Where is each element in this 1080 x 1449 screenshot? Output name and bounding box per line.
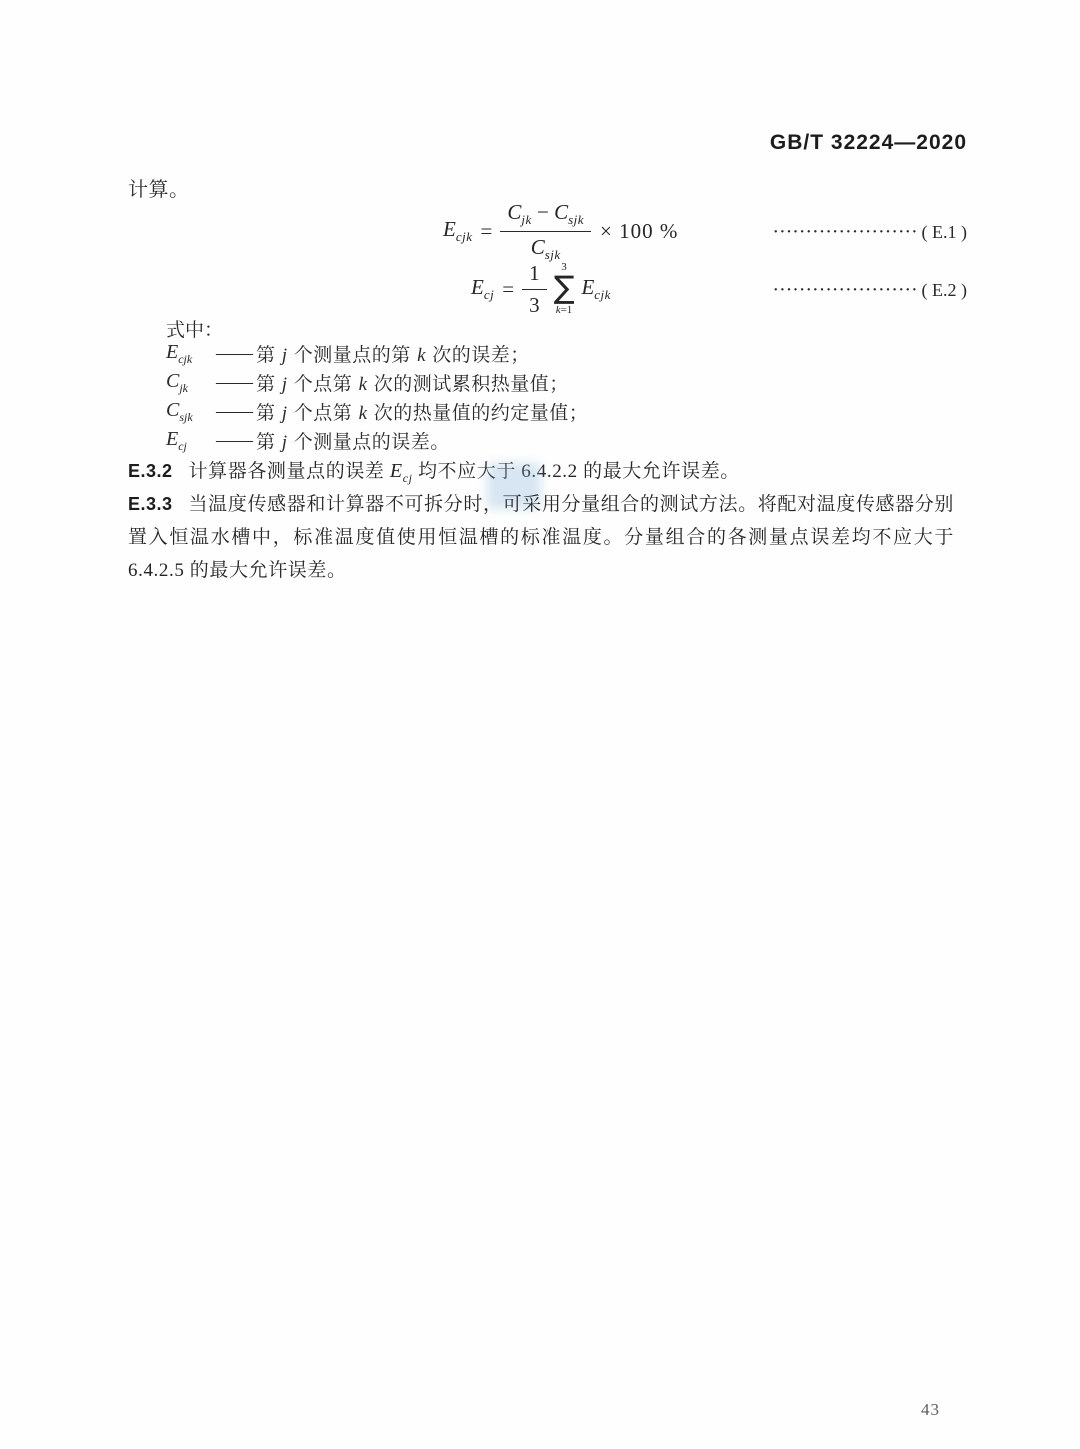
symbol-csjk: $C_{sjk}$	[166, 398, 193, 424]
em-dash: ——	[216, 371, 252, 393]
e2-term: $E_{cjk}$	[581, 274, 611, 303]
e2-equals: =	[502, 276, 515, 301]
symbol-description: 第 j 个点第 k 次的测试累积热量值；	[256, 374, 569, 395]
e2-fraction	[522, 260, 547, 318]
equation-e2	[471, 255, 611, 323]
symbol-description: 第 j 个测量点的第 k 次的误差；	[256, 345, 530, 366]
em-dash: ——	[216, 342, 252, 364]
symbol-cjk: $C_{jk}$	[166, 369, 189, 395]
e2-sum-upper-limit: 3	[561, 261, 567, 274]
clause-e33	[128, 488, 954, 587]
symbol-row-csjk	[166, 397, 588, 426]
clause-e32-text-2: 均不应大于 6.4.2.2 的最大允许误差。	[412, 461, 740, 482]
clause-e33-label: E.3.3	[128, 494, 173, 514]
clause-e32-text-1: 计算器各测量点的误差	[188, 461, 390, 482]
symbol-row-ecj	[166, 426, 588, 455]
where-label: 式中：	[166, 320, 224, 341]
symbol-legend	[166, 339, 588, 455]
symbol-ecj: $E_{cj}$	[166, 427, 187, 453]
symbol-ecjk: $E_{cjk}$	[166, 340, 193, 366]
inline-symbol-ecj: $E_{cj}$	[389, 460, 413, 485]
e1-fraction	[500, 199, 591, 263]
e2-lhs: $E_{cj}$	[471, 274, 495, 303]
symbol-row-cjk	[166, 368, 588, 397]
e2-sum-lower-limit: k=1	[555, 303, 573, 316]
clause-e32-label: E.3.2	[128, 461, 173, 481]
e2-frac-numerator: 1	[522, 260, 547, 289]
e1-numerator: $C_{jk} - C_{sjk}$	[500, 199, 591, 231]
symbol-description: 第 j 个测量点的误差。	[256, 432, 450, 453]
symbol-row-ecjk	[166, 339, 588, 368]
sigma-symbol: ∑	[553, 270, 575, 307]
e1-dotted-leader: ······················	[773, 223, 919, 240]
e1-times-100: × 100 %	[600, 218, 679, 243]
e2-frac-denominator: 3	[529, 292, 540, 317]
e2-summation	[554, 262, 575, 315]
standard-number-header: GB/T 32224—2020	[769, 131, 967, 154]
em-dash: ——	[216, 400, 252, 422]
intro-text: 计算。	[128, 179, 190, 201]
e1-denominator: $C_{sjk}$	[530, 234, 561, 262]
symbol-description: 第 j 个点第 k 次的热量值的约定量值；	[256, 403, 589, 424]
em-dash: ——	[216, 429, 252, 451]
e1-number-label: ( E.1 )	[921, 221, 967, 242]
e2-dotted-leader: ······················	[773, 281, 919, 298]
e2-leader	[773, 276, 967, 304]
e1-leader	[773, 218, 967, 246]
e1-lhs: $E_{cjk}$	[443, 216, 473, 245]
clause-e33-text: 当温度传感器和计算器不可拆分时，可采用分量组合的测试方法。将配对温度传感器分别置入恒温水槽中，标准温度值使用恒温槽的标准温度。分量组合的各测量点误差均不应大于 6.4.2.5 的最大允许误差。	[128, 494, 954, 581]
page-number: 43	[921, 1400, 940, 1419]
e1-equals: =	[480, 218, 493, 243]
e2-number-label: ( E.2 )	[921, 279, 967, 300]
